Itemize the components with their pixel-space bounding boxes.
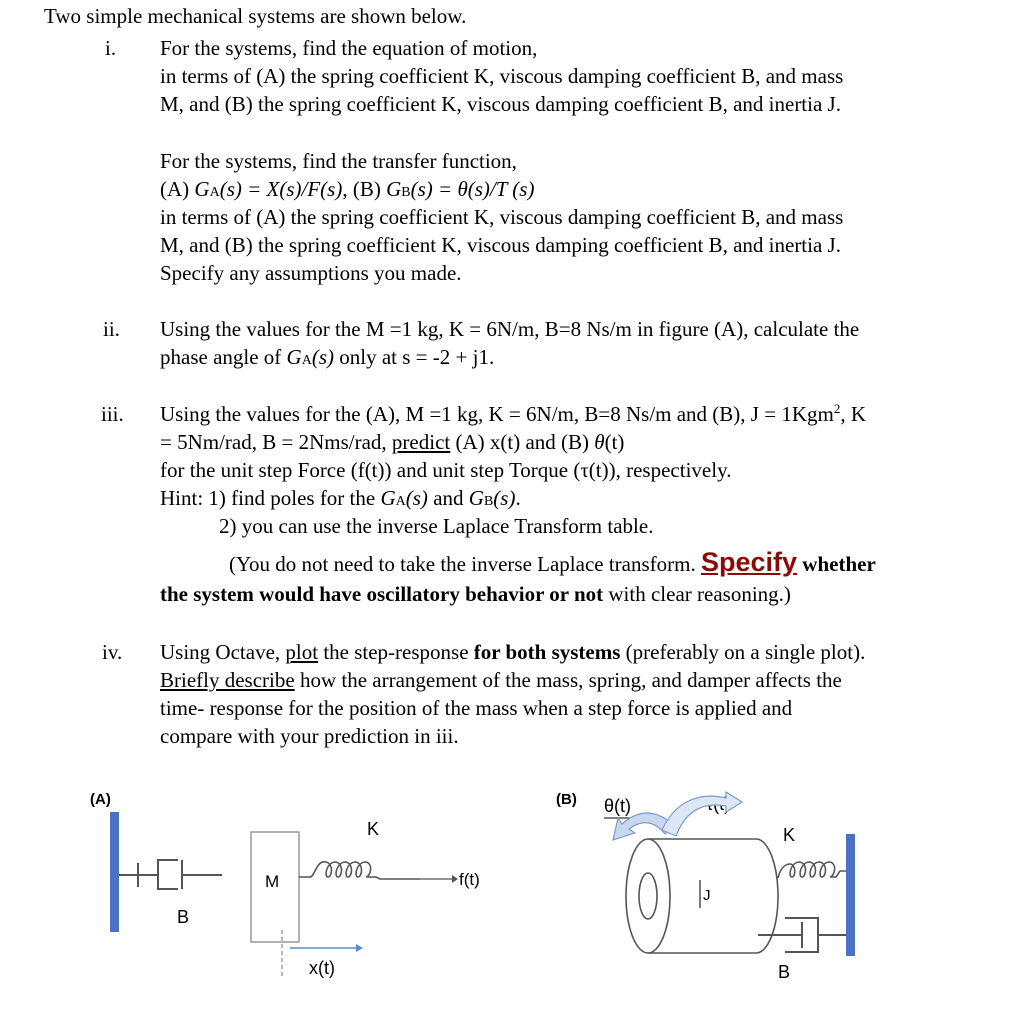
inertia-label: J: [703, 887, 711, 904]
wall-a: [110, 812, 119, 932]
q1-line-3: M, and (B) the spring coefficient K, viscous damping coefficient B, and inertia J.: [160, 92, 841, 116]
wall-b: [846, 834, 855, 956]
q1-line-2: in terms of (A) the spring coefficient K, viscous damping coefficient B, and mass: [160, 64, 844, 88]
question-number-ii: ii.: [103, 317, 120, 341]
q4-line-2: Briefly describe how the arrangement of the mass, spring, and damper affects the: [160, 668, 842, 692]
damper-a-label: B: [177, 907, 190, 927]
spring-a: [299, 862, 420, 879]
q2-line-1: Using the values for the M =1 kg, K = 6N/m, B=8 Ns/m in figure (A), calculate the: [160, 317, 860, 341]
specify-emphasis: Specify: [700, 547, 798, 577]
q3-hint-line: Hint: 1) find poles for the GA(s) and GB(s).: [160, 486, 521, 510]
q1-line-4: For the systems, find the transfer function,: [160, 149, 517, 173]
q4-line-4: compare with your prediction in iii.: [160, 724, 459, 748]
figure-b-tag: (B): [556, 791, 577, 808]
damper-b-label: B: [778, 962, 791, 982]
question-number-i: i.: [105, 36, 117, 60]
figure-b-diagram: [540, 782, 890, 992]
q3-line-3: for the unit step Force (f(t)) and unit step Torque (τ(t)), respectively.: [160, 458, 732, 482]
force-label: f(t): [459, 870, 480, 889]
q1-line-6: in terms of (A) the spring coefficient K, viscous damping coefficient B, and mass: [160, 205, 844, 229]
question-number-iv: iv.: [102, 640, 123, 664]
theta-label: θ(t): [604, 796, 631, 816]
q4-line-1: Using Octave, plot the step-response for both systems (preferably on a single plot).: [160, 640, 866, 664]
tau-arrow: [662, 792, 742, 836]
q1-transfer-function-line: (A) GA(s) = X(s)/F(s), (B) GB(s) = θ(s)/T (s): [160, 177, 535, 201]
q1-line-1: For the systems, find the equation of motion,: [160, 36, 538, 60]
q3-hint-2: 2) you can use the inverse Laplace Transform table.: [219, 514, 654, 538]
q2-line-2: phase angle of GA(s) only at s = -2 + j1.: [160, 345, 495, 369]
figure-a-diagram: [80, 782, 500, 982]
q3-line-1: Using the values for the (A), M =1 kg, K = 6N/m, B=8 Ns/m and (B), J = 1Kgm$^2$, K: [160, 401, 866, 426]
figure-a-tag: (A): [90, 791, 111, 808]
spring-a-label: K: [367, 819, 380, 839]
displacement-label: x(t): [309, 958, 335, 978]
spring-b-label: K: [783, 825, 796, 845]
q3-line-7: the system would have oscillatory behavior or not with clear reasoning.): [160, 582, 791, 606]
q4-line-3: time- response for the position of the mass when a step force is applied and: [160, 696, 793, 720]
damper-a: [119, 860, 222, 889]
question-number-iii: iii.: [101, 402, 124, 426]
q1-line-7: M, and (B) the spring coefficient K, viscous damping coefficient B, and inertia J.: [160, 233, 841, 257]
mass-label: M: [265, 872, 280, 891]
q3-specify-line: (You do not need to take the inverse Laplace transform. Specify whether: [229, 547, 876, 577]
q3-line-2: = 5Nm/rad, B = 2Nms/rad, predict (A) x(t) and (B) θ(t): [160, 430, 625, 454]
intro-text: Two simple mechanical systems are shown below.: [44, 4, 467, 28]
inertia-cylinder: [626, 839, 778, 953]
spring-b: [778, 862, 846, 878]
q1-line-8: Specify any assumptions you made.: [160, 261, 462, 285]
